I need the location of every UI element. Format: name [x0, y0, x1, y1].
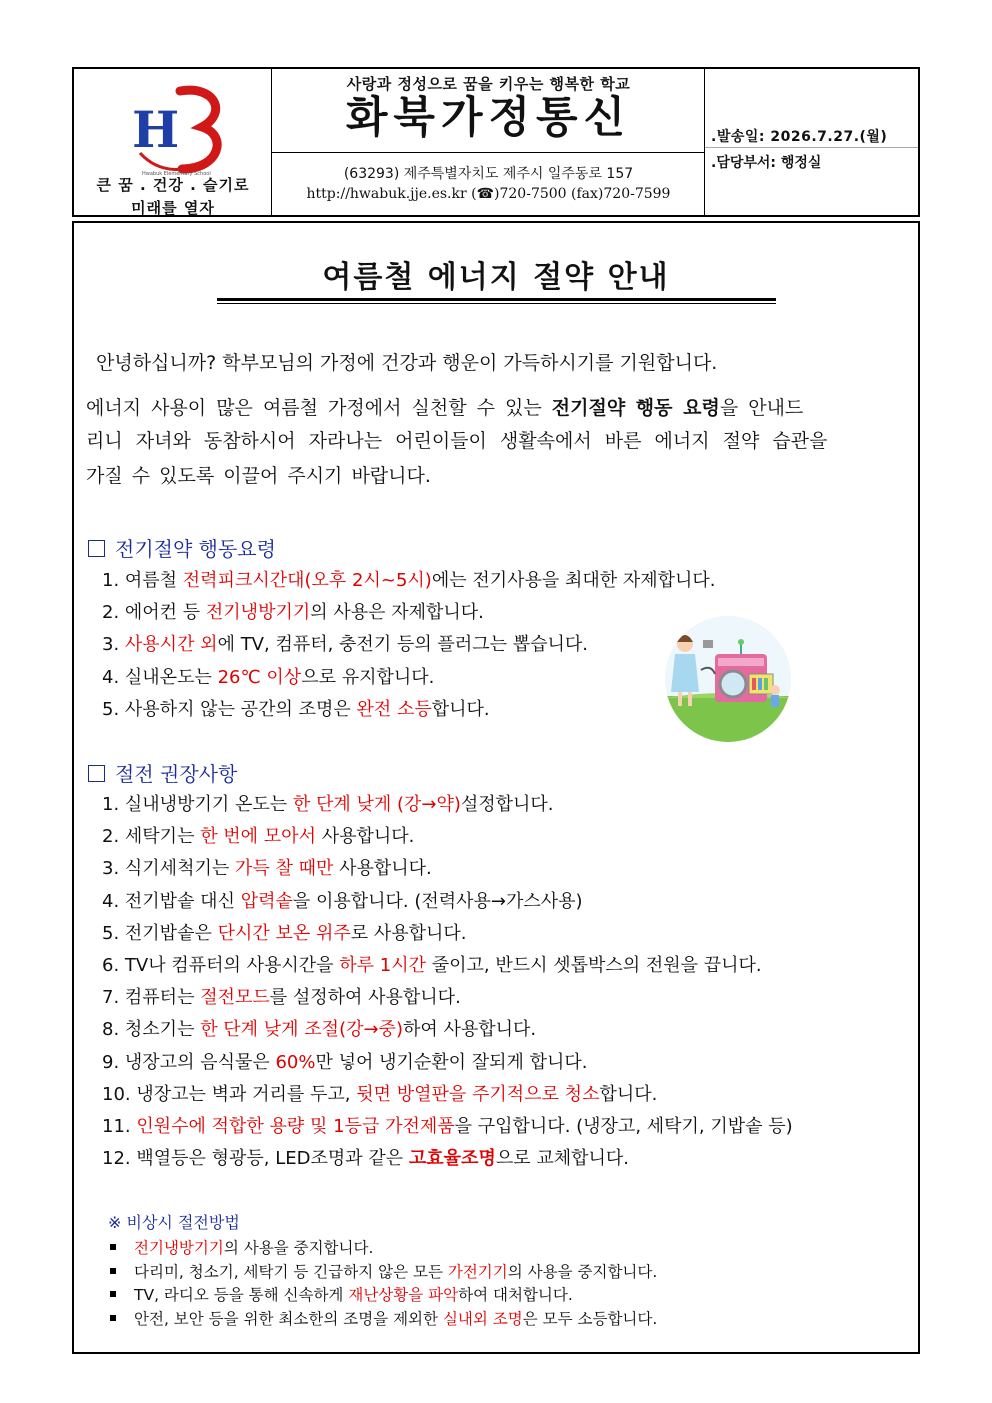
- item-highlight: 전기냉방기기: [205, 602, 311, 624]
- item-text: 합니다.: [431, 698, 490, 720]
- item-highlight: 완전 소등: [356, 698, 432, 720]
- section-heading-recommendations: 절전 권장사항: [88, 758, 237, 787]
- power-saving-item: [102, 601, 484, 625]
- item-highlight: 가득 찰 때만: [234, 858, 334, 880]
- item-text: 만 넣어 냉기순환이 잘되게 합니다.: [315, 1051, 588, 1073]
- recommendation-item: [102, 1051, 588, 1075]
- item-text: 실내온도는: [124, 666, 218, 688]
- item-highlight: 한 단계 낮게 (강→약): [292, 794, 461, 815]
- section-heading-power-saving: 전기절약 행동요령: [88, 533, 276, 562]
- item-text: 냉장고의 음식물은: [124, 1051, 276, 1073]
- school-address: (63293) 제주특별자치도 제주시 일주동로 157: [343, 166, 634, 182]
- item-highlight: 뒷면 방열판을 주기적으로 청소: [356, 1083, 600, 1105]
- item-text: 합니다.: [599, 1083, 658, 1105]
- recommendation-item: [102, 1083, 657, 1107]
- item-highlight: 절전모드: [200, 987, 270, 1009]
- logo-caption: Hwabuk Elementary School: [142, 171, 211, 177]
- school-logo-icon: [120, 83, 230, 178]
- item-text: 사용하지 않는 공간의 조명은: [124, 698, 357, 720]
- newsletter-header: [72, 67, 920, 217]
- title-underline-thick: [217, 298, 776, 301]
- power-saving-item: [102, 666, 434, 690]
- school-slogan: 사랑과 정성으로 꿈을 키우는 행복한 학교: [346, 75, 631, 93]
- item-highlight: 26℃ 이상: [217, 666, 302, 688]
- bullet-square-icon: [110, 1244, 116, 1250]
- emergency-heading: ※ 비상시 절전방법: [108, 1213, 240, 1232]
- department: .담당부서: 행정실: [711, 155, 822, 171]
- item-number: 1.: [102, 570, 125, 591]
- recommendation-item: [102, 1115, 793, 1139]
- item-number: 1.: [102, 794, 125, 815]
- checkbox-square-icon: [88, 540, 105, 557]
- item-text: 의 사용을 중지합니다.: [223, 1239, 374, 1257]
- item-text: 다리미, 청소기, 세탁기 등 긴급하지 않은 모든: [134, 1262, 448, 1281]
- item-number: 11.: [102, 1116, 137, 1137]
- item-text: 에어컨 등: [124, 602, 206, 624]
- item-number: 9.: [102, 1051, 125, 1073]
- item-text: 을 구입합니다. (냉장고, 세탁기, 기밥솥 등): [454, 1116, 793, 1137]
- emergency-item: [110, 1309, 657, 1329]
- recommendation-item: [102, 1147, 629, 1171]
- bullet-square-icon: [110, 1291, 116, 1297]
- item-highlight: 재난상황을 파악: [348, 1286, 459, 1304]
- svg-text:H: H: [132, 100, 180, 159]
- item-text: 에 TV, 컴퓨터, 충전기 등의 플러그는 뽑습니다.: [217, 634, 588, 656]
- item-text: 식기세척기는: [124, 858, 235, 880]
- item-text: 여름철: [124, 570, 183, 591]
- issue-date: .발송일: 2026.7.27.(월): [711, 129, 888, 145]
- bullet-square-icon: [110, 1315, 116, 1321]
- item-highlight: 실내외 조명: [442, 1309, 523, 1328]
- item-highlight: 전력피크시간대(오후 2시~5시): [182, 570, 432, 591]
- newsletter-title: 화북가정통신: [345, 93, 632, 143]
- item-highlight: 압력솥: [240, 890, 293, 912]
- item-number: 12.: [102, 1148, 137, 1170]
- item-highlight: 한 단계 낮게 조절(강→중): [200, 1019, 403, 1041]
- item-number: 2.: [102, 826, 125, 848]
- item-text: 컴퓨터는: [124, 987, 201, 1009]
- item-text: 백열등은 형광등, LED조명과 같은: [136, 1148, 409, 1170]
- item-highlight: 사용시간 외: [124, 634, 218, 656]
- intro-line-2: 리니 자녀와 동참하시어 자라나는 어린이들이 생활속에서 바른 에너지 절약 습관을: [86, 430, 828, 452]
- header-title-cell: [272, 69, 705, 215]
- school-contact: http://hwabuk.jje.es.kr (☎)720-7500 (fax)720-7599: [306, 186, 671, 202]
- emergency-item: [110, 1238, 373, 1258]
- item-text: 에는 전기사용을 최대한 자제합니다.: [431, 570, 716, 591]
- item-number: 7.: [102, 987, 125, 1009]
- power-saving-item: [102, 569, 716, 593]
- intro-line-1: 에너지 사용이 많은 여름철 가정에서 실천할 수 있는 전기절약 행동 요령을 안내드: [86, 397, 804, 419]
- item-text: 안전, 보안 등을 위한 최소한의 조명을 제외한: [134, 1309, 443, 1328]
- item-text: 전기밥솥 대신: [124, 890, 241, 912]
- item-highlight: 인원수에 적합한 용량 및 1등급 가전제품: [136, 1116, 455, 1137]
- info-divider: [705, 147, 918, 148]
- item-number: 5.: [102, 922, 125, 944]
- recommendation-item: [102, 922, 467, 946]
- item-text: 청소기는: [124, 1019, 201, 1041]
- item-text: 로 사용합니다.: [350, 922, 467, 944]
- item-number: 6.: [102, 955, 125, 976]
- item-text: 의 사용을 중지합니다.: [507, 1262, 658, 1281]
- header-info-cell: [705, 69, 918, 215]
- emergency-item: [110, 1262, 657, 1282]
- power-saving-item: [102, 633, 588, 657]
- item-text: 사용합니다.: [333, 858, 432, 880]
- item-text: 사용합니다.: [315, 826, 415, 848]
- item-number: 4.: [102, 666, 125, 688]
- item-number: 5.: [102, 698, 125, 720]
- recommendation-item: [102, 890, 583, 914]
- bullet-square-icon: [110, 1268, 116, 1274]
- title-underline-thin: [217, 303, 776, 304]
- item-text: 은 모두 소등합니다.: [522, 1309, 658, 1328]
- school-motto-line2: 미래를 열자: [131, 199, 215, 217]
- school-motto-line1: 큰 꿈 . 건강 . 슬기로: [96, 176, 250, 194]
- emergency-item: [110, 1285, 573, 1305]
- item-number: 10.: [102, 1083, 137, 1105]
- item-highlight: 가전기기: [447, 1262, 508, 1281]
- item-text: 을 이용합니다. (전력사용→가스사용): [292, 890, 583, 912]
- document-title: 여름철 에너지 절약 안내: [322, 260, 670, 295]
- item-number: 3.: [102, 634, 125, 656]
- greeting-text: 안녕하십니까? 학부모님의 가정에 건강과 행운이 가득하시기를 기원합니다.: [96, 352, 718, 374]
- item-text: 줄이고, 반드시 셋톱박스의 전원을 끕니다.: [426, 955, 762, 976]
- recommendation-item: [102, 986, 461, 1010]
- recommendation-item: [102, 857, 432, 881]
- item-highlight: 하루 1시간: [339, 955, 426, 976]
- item-text: 으로 유지합니다.: [301, 666, 435, 688]
- checkbox-square-icon: [88, 765, 105, 782]
- item-highlight: 60%: [275, 1051, 316, 1073]
- item-text: 냉장고는 벽과 거리를 두고,: [136, 1083, 357, 1105]
- power-saving-item: [102, 698, 490, 722]
- item-text: TV나 컴퓨터의 사용시간을: [124, 955, 340, 976]
- header-divider: [272, 152, 705, 153]
- item-text: 으로 교체합니다.: [495, 1148, 630, 1170]
- item-highlight: 전기냉방기기: [134, 1239, 224, 1257]
- item-text: 를 설정하여 사용합니다.: [269, 987, 461, 1009]
- item-number: 2.: [102, 602, 125, 624]
- item-highlight: 고효율조명: [408, 1148, 496, 1170]
- energy-saving-illustration: [663, 614, 793, 744]
- item-number: 3.: [102, 858, 125, 880]
- item-text: 실내냉방기기 온도는: [124, 794, 293, 815]
- recommendation-item: [102, 954, 762, 978]
- item-highlight: 단시간 보온 위주: [217, 922, 351, 944]
- intro-line-3: 가질 수 있도록 이끌어 주시기 바랍니다.: [86, 465, 431, 487]
- recommendation-item: [102, 793, 554, 817]
- item-text: 의 사용은 자제합니다.: [310, 602, 484, 624]
- item-text: 하여 사용합니다.: [402, 1019, 537, 1041]
- item-text: 전기밥솥은: [124, 922, 218, 944]
- item-text: 세탁기는: [124, 826, 201, 848]
- recommendation-item: [102, 825, 414, 849]
- item-text: 하여 대처합니다.: [458, 1286, 573, 1304]
- item-text: TV, 라디오 등을 통해 신속하게: [134, 1286, 349, 1304]
- item-highlight: 한 번에 모아서: [200, 826, 316, 848]
- header-logo-cell: [74, 69, 272, 215]
- item-text: 설정합니다.: [460, 794, 554, 815]
- recommendation-item: [102, 1018, 536, 1042]
- item-number: 4.: [102, 890, 125, 912]
- item-number: 8.: [102, 1019, 125, 1041]
